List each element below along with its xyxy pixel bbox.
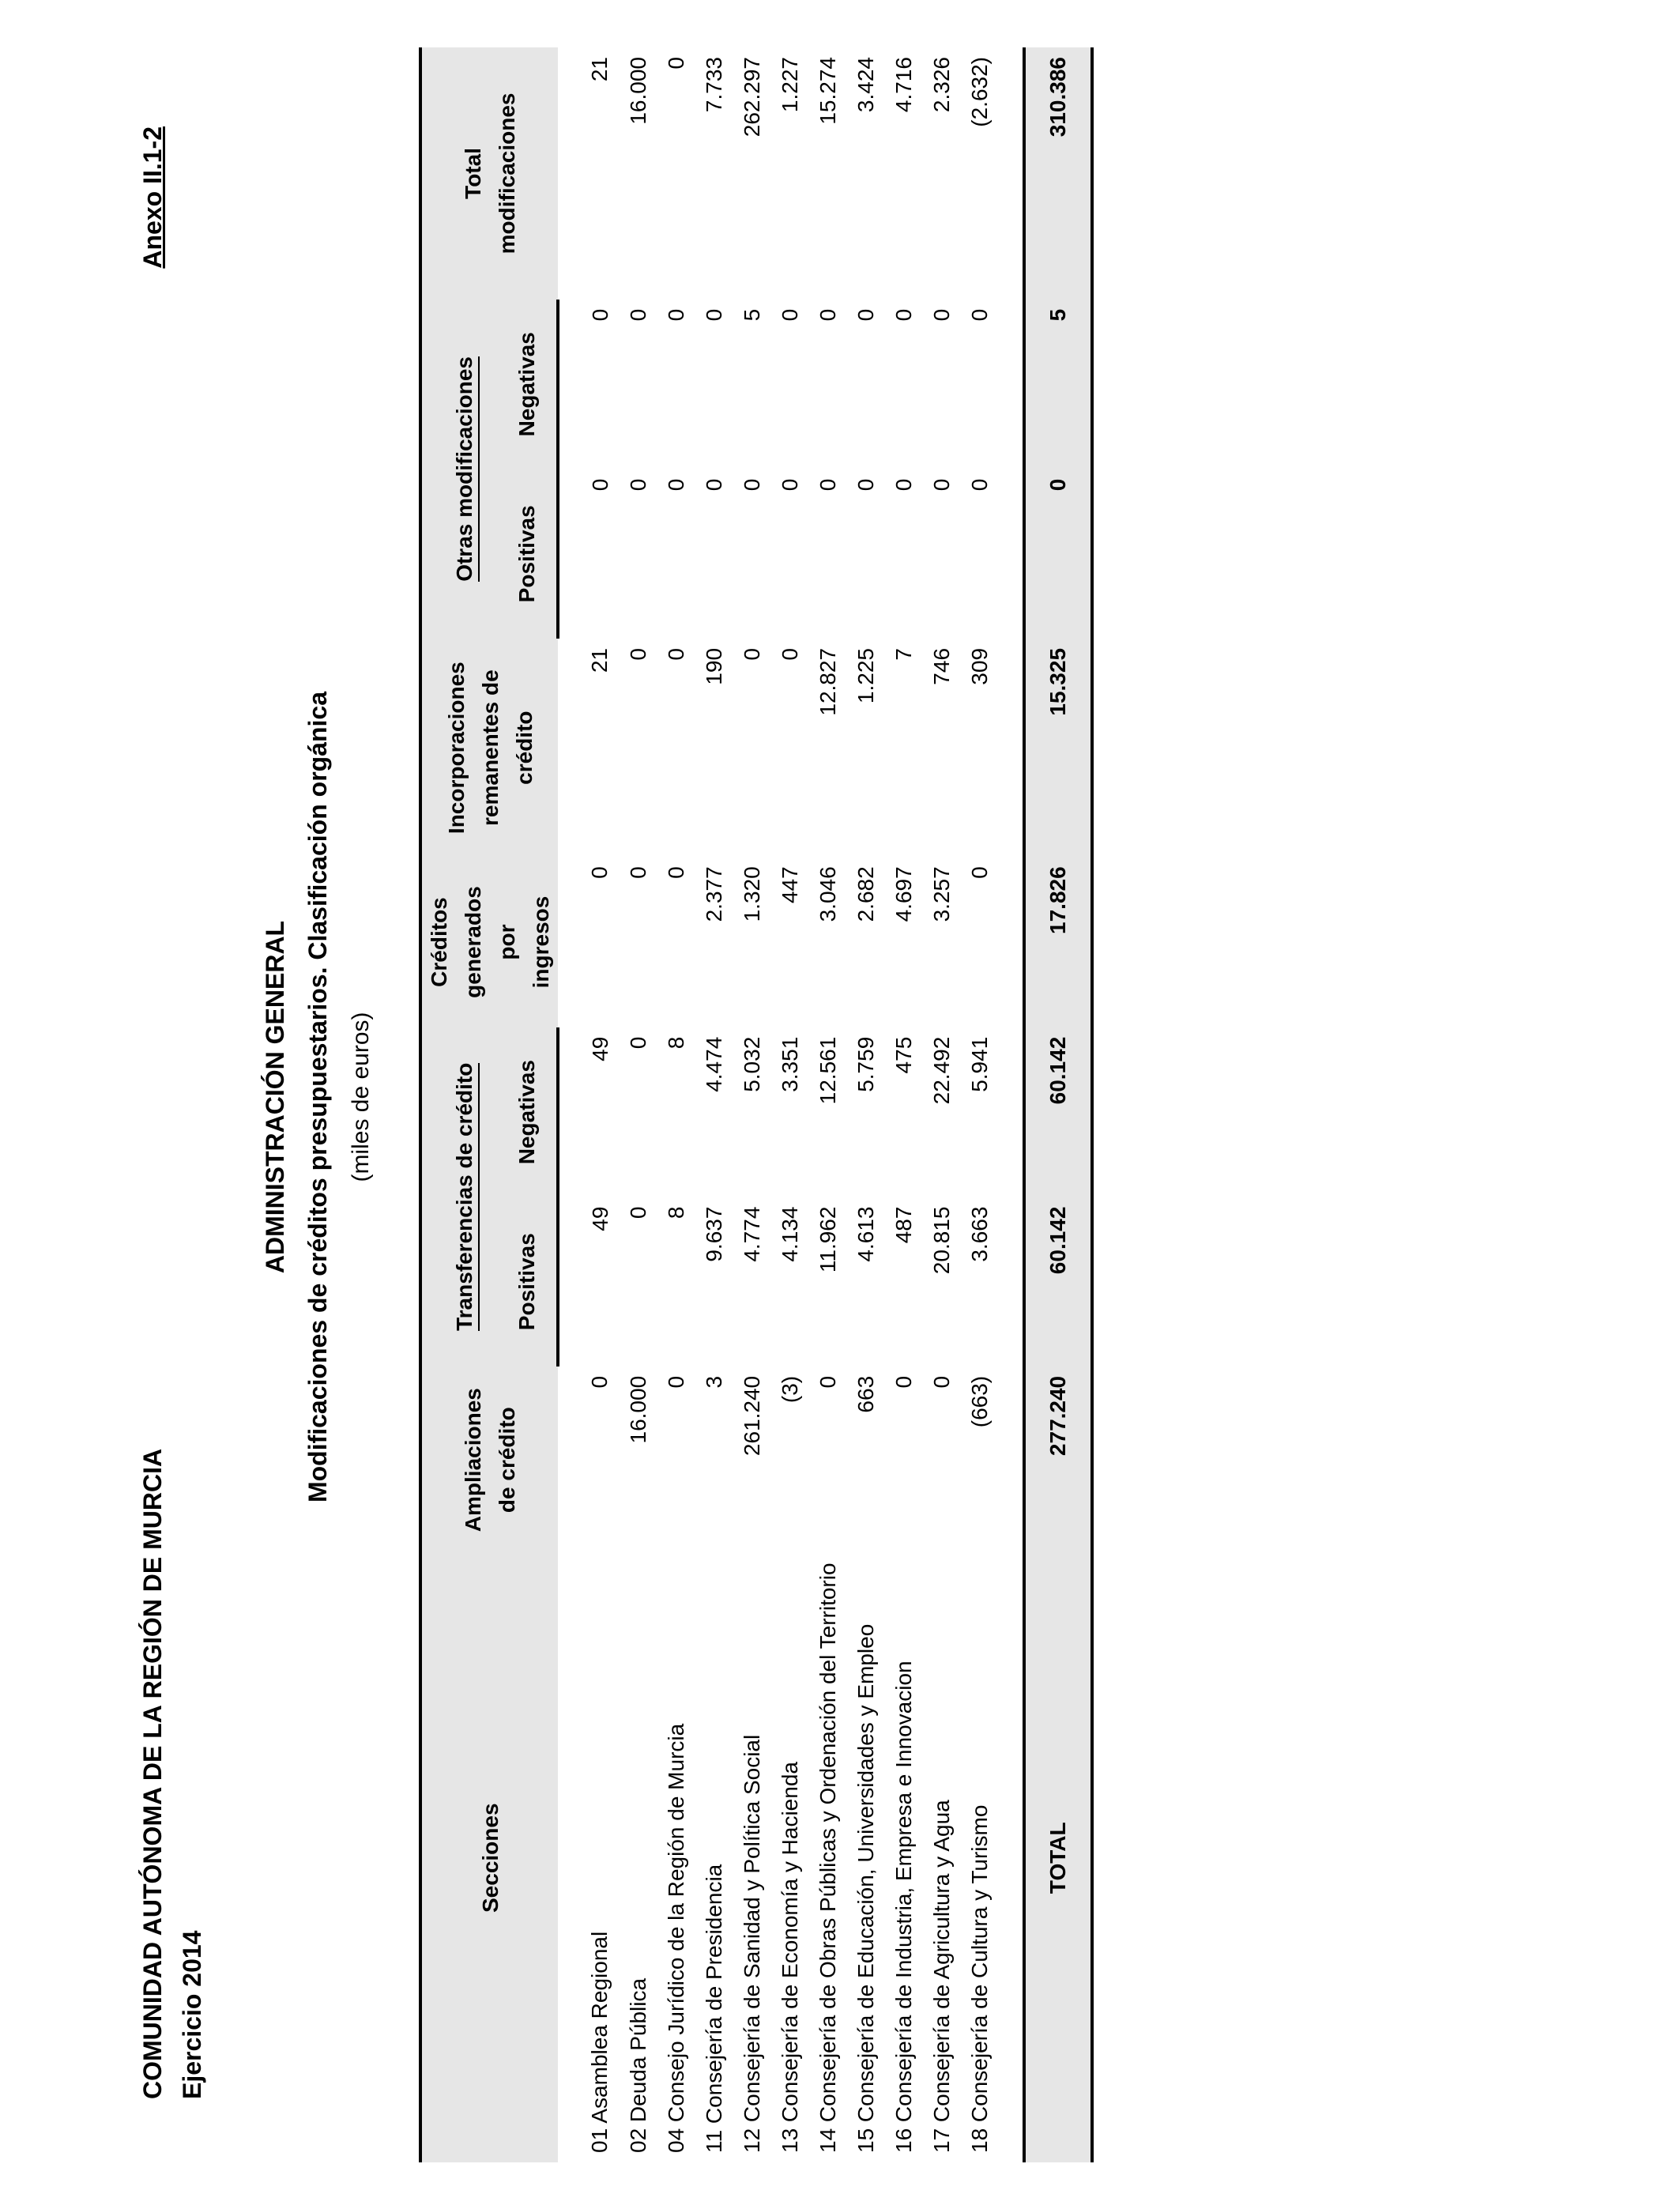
- cell-trans-positivas: 49: [588, 1206, 612, 1231]
- cell-seccion: 01 Asamblea Regional: [587, 1931, 612, 2153]
- cell-total: 4.716: [891, 57, 916, 113]
- cell-total: 21: [587, 57, 612, 82]
- cell-trans-positivas: 11.962: [816, 1206, 840, 1273]
- col-header-transferencias: Transferencias de crédito: [420, 1027, 497, 1367]
- total-otras-negativas: 5: [1024, 300, 1092, 469]
- cell-trans-positivas: 3.663: [967, 1206, 992, 1262]
- total-ampliaciones: 277.240: [1024, 1367, 1092, 1554]
- cell-seccion: 12 Consejería de Sanidad y Política Social: [740, 1734, 764, 2153]
- cell-trans-positivas: 487: [891, 1206, 916, 1244]
- cell-incorporaciones: 0: [664, 647, 688, 661]
- cell-trans-negativas: 22.492: [929, 1036, 954, 1105]
- table-row: [733, 47, 771, 2162]
- cell-otras-positivas: 0: [929, 478, 954, 492]
- cell-generados: 1.320: [740, 866, 764, 922]
- cell-total: 16.000: [626, 57, 650, 125]
- cell-trans-positivas: 9.637: [702, 1206, 726, 1262]
- exercise-year: Ejercicio 2014: [178, 1930, 206, 2099]
- table-row: [657, 47, 695, 2162]
- cell-generados: 2.377: [702, 866, 726, 922]
- cell-trans-negativas: 0: [626, 1036, 650, 1050]
- cell-trans-positivas: 20.815: [929, 1206, 954, 1275]
- cell-trans-positivas: 4.774: [740, 1206, 764, 1262]
- cell-total: 262.297: [740, 57, 764, 138]
- modifications-table: [419, 47, 1094, 2162]
- total-generados: 17.826: [1024, 857, 1092, 1027]
- cell-total: 0: [664, 57, 688, 70]
- cell-trans-positivas: 8: [664, 1206, 688, 1220]
- cell-ampliaciones: 0: [587, 1375, 612, 1389]
- cell-otras-negativas: 0: [853, 308, 878, 322]
- cell-generados: 2.682: [853, 866, 878, 922]
- cell-generados: 447: [778, 866, 802, 904]
- col-header-otras-positivas: Positivas: [497, 469, 558, 639]
- cell-otras-positivas: 0: [664, 478, 688, 492]
- cell-otras-positivas: 0: [588, 478, 612, 492]
- cell-otras-negativas: 0: [929, 308, 954, 322]
- table-row: [847, 47, 885, 2162]
- cell-total: 7.733: [702, 57, 726, 113]
- col-header-secciones: Secciones: [420, 1553, 558, 2162]
- annex-label: Anexo II.1-2: [138, 126, 167, 269]
- cell-incorporaciones: 21: [587, 647, 612, 673]
- cell-otras-positivas: 0: [702, 478, 726, 492]
- col-header-trans-positivas: Positivas: [497, 1197, 558, 1367]
- cell-incorporaciones: 7: [891, 647, 916, 661]
- cell-trans-negativas: 8: [664, 1036, 688, 1050]
- cell-otras-positivas: 0: [967, 478, 992, 492]
- title-subtitle: Modificaciones de créditos presupuestarios. Clasificación orgánica: [303, 691, 332, 1503]
- cell-seccion: 14 Consejería de Obras Públicas y Ordenación del Territorio: [816, 1563, 840, 2153]
- cell-ampliaciones: (3): [778, 1375, 802, 1404]
- table-body: [558, 47, 1024, 2162]
- total-otras-positivas: 0: [1024, 469, 1092, 639]
- cell-incorporaciones: 0: [626, 647, 650, 661]
- cell-generados: 3.257: [929, 866, 954, 922]
- spacer-cell: [999, 47, 1024, 2162]
- total-modificaciones: 310.386: [1024, 47, 1092, 300]
- cell-otras-positivas: 0: [778, 478, 802, 492]
- col-header-ampliaciones: Ampliaciones de crédito: [420, 1367, 558, 1554]
- cell-generados: 4.697: [891, 866, 916, 922]
- total-trans-negativas: 60.142: [1024, 1027, 1092, 1197]
- cell-trans-positivas: 4.613: [853, 1206, 878, 1262]
- cell-seccion: 04 Consejo Jurídico de la Región de Murcia: [664, 1723, 688, 2153]
- cell-seccion: 02 Deuda Pública: [626, 1977, 650, 2153]
- cell-trans-negativas: 5.941: [967, 1036, 992, 1092]
- col-header-generados: Créditos generados por ingresos: [420, 857, 558, 1027]
- cell-ampliaciones: 16.000: [626, 1375, 650, 1444]
- cell-total: (2.632): [967, 57, 992, 127]
- table-row: [558, 47, 620, 2162]
- cell-incorporaciones: 1.225: [853, 647, 878, 704]
- cell-ampliaciones: 0: [929, 1375, 954, 1389]
- cell-seccion: 16 Consejería de Industria, Empresa e Innovacion: [891, 1661, 916, 2153]
- cell-ampliaciones: 3: [702, 1375, 726, 1389]
- cell-ampliaciones: 261.240: [740, 1375, 764, 1457]
- table-row: [923, 47, 961, 2162]
- cell-generados: 0: [587, 866, 612, 879]
- cell-seccion: 17 Consejería de Agricultura y Agua: [929, 1800, 954, 2153]
- modifications-table-wrap: [419, 47, 1094, 2162]
- cell-trans-positivas: 0: [626, 1206, 650, 1220]
- total-trans-positivas: 60.142: [1024, 1197, 1092, 1367]
- title-main: ADMINISTRACIÓN GENERAL: [261, 920, 289, 1274]
- cell-seccion: 15 Consejería de Educación, Universidades y Empleo: [853, 1623, 878, 2153]
- cell-total: 1.227: [778, 57, 802, 113]
- cell-otras-negativas: 0: [664, 308, 688, 322]
- cell-ampliaciones: 663: [853, 1375, 878, 1413]
- cell-trans-negativas: 475: [891, 1036, 916, 1074]
- cell-trans-negativas: 4.474: [702, 1036, 726, 1092]
- cell-otras-negativas: 0: [626, 308, 650, 322]
- cell-seccion: 18 Consejería de Cultura y Turismo: [967, 1804, 992, 2153]
- table-row: [961, 47, 999, 2162]
- cell-ampliaciones: 0: [891, 1375, 916, 1389]
- col-header-otras-negativas: Negativas: [497, 300, 558, 469]
- cell-ampliaciones: 0: [816, 1375, 840, 1389]
- cell-trans-positivas: 4.134: [778, 1206, 802, 1262]
- cell-trans-negativas: 3.351: [778, 1036, 802, 1092]
- cell-otras-positivas: 0: [891, 478, 916, 492]
- cell-otras-positivas: 0: [740, 478, 764, 492]
- cell-otras-negativas: 0: [588, 308, 612, 322]
- cell-incorporaciones: 0: [778, 647, 802, 661]
- cell-trans-negativas: 5.759: [853, 1036, 878, 1092]
- cell-generados: 3.046: [816, 866, 840, 922]
- col-header-total: Total modificaciones: [420, 47, 558, 300]
- col-header-trans-negativas: Negativas: [497, 1027, 558, 1197]
- cell-total: 2.326: [929, 57, 954, 113]
- col-header-otras: Otras modificaciones: [420, 300, 497, 639]
- title-units: (miles de euros): [348, 1012, 374, 1182]
- cell-otras-negativas: 0: [816, 308, 840, 322]
- cell-otras-negativas: 0: [967, 308, 992, 322]
- cell-otras-negativas: 5: [740, 308, 764, 322]
- cell-incorporaciones: 190: [702, 647, 726, 685]
- cell-incorporaciones: 309: [967, 647, 992, 685]
- cell-otras-positivas: 0: [816, 478, 840, 492]
- cell-total: 3.424: [853, 57, 878, 113]
- cell-generados: 0: [626, 866, 650, 879]
- cell-incorporaciones: 746: [929, 647, 954, 685]
- cell-total: 15.274: [816, 57, 840, 125]
- cell-trans-negativas: 5.032: [740, 1036, 764, 1092]
- cell-otras-negativas: 0: [778, 308, 802, 322]
- table-row: [885, 47, 923, 2162]
- cell-generados: 0: [664, 866, 688, 879]
- cell-otras-negativas: 0: [891, 308, 916, 322]
- spacer-row: [999, 47, 1024, 2162]
- cell-generados: 0: [967, 866, 992, 879]
- cell-otras-negativas: 0: [702, 308, 726, 322]
- total-label: TOTAL: [1024, 1553, 1092, 2162]
- table-row: [771, 47, 809, 2162]
- col-header-incorporaciones: Incorporaciones remanentes de crédito: [420, 639, 558, 857]
- cell-otras-positivas: 0: [626, 478, 650, 492]
- cell-ampliaciones: (663): [967, 1375, 992, 1428]
- total-incorporaciones: 15.325: [1024, 639, 1092, 857]
- table-row: [695, 47, 733, 2162]
- cell-seccion: 11 Consejería de Presidencia: [702, 1864, 726, 2153]
- cell-incorporaciones: 0: [740, 647, 764, 661]
- org-name: COMUNIDAD AUTÓNOMA DE LA REGIÓN DE MURCIA: [138, 1448, 167, 2099]
- cell-trans-negativas: 12.561: [816, 1036, 840, 1105]
- cell-ampliaciones: 0: [664, 1375, 688, 1389]
- cell-trans-negativas: 49: [588, 1036, 612, 1061]
- table-row: [809, 47, 847, 2162]
- total-row: [1024, 47, 1092, 2162]
- table-row: [620, 47, 657, 2162]
- cell-seccion: 13 Consejería de Economía y Hacienda: [778, 1762, 802, 2153]
- cell-otras-positivas: 0: [853, 478, 878, 492]
- cell-incorporaciones: 12.827: [816, 647, 840, 716]
